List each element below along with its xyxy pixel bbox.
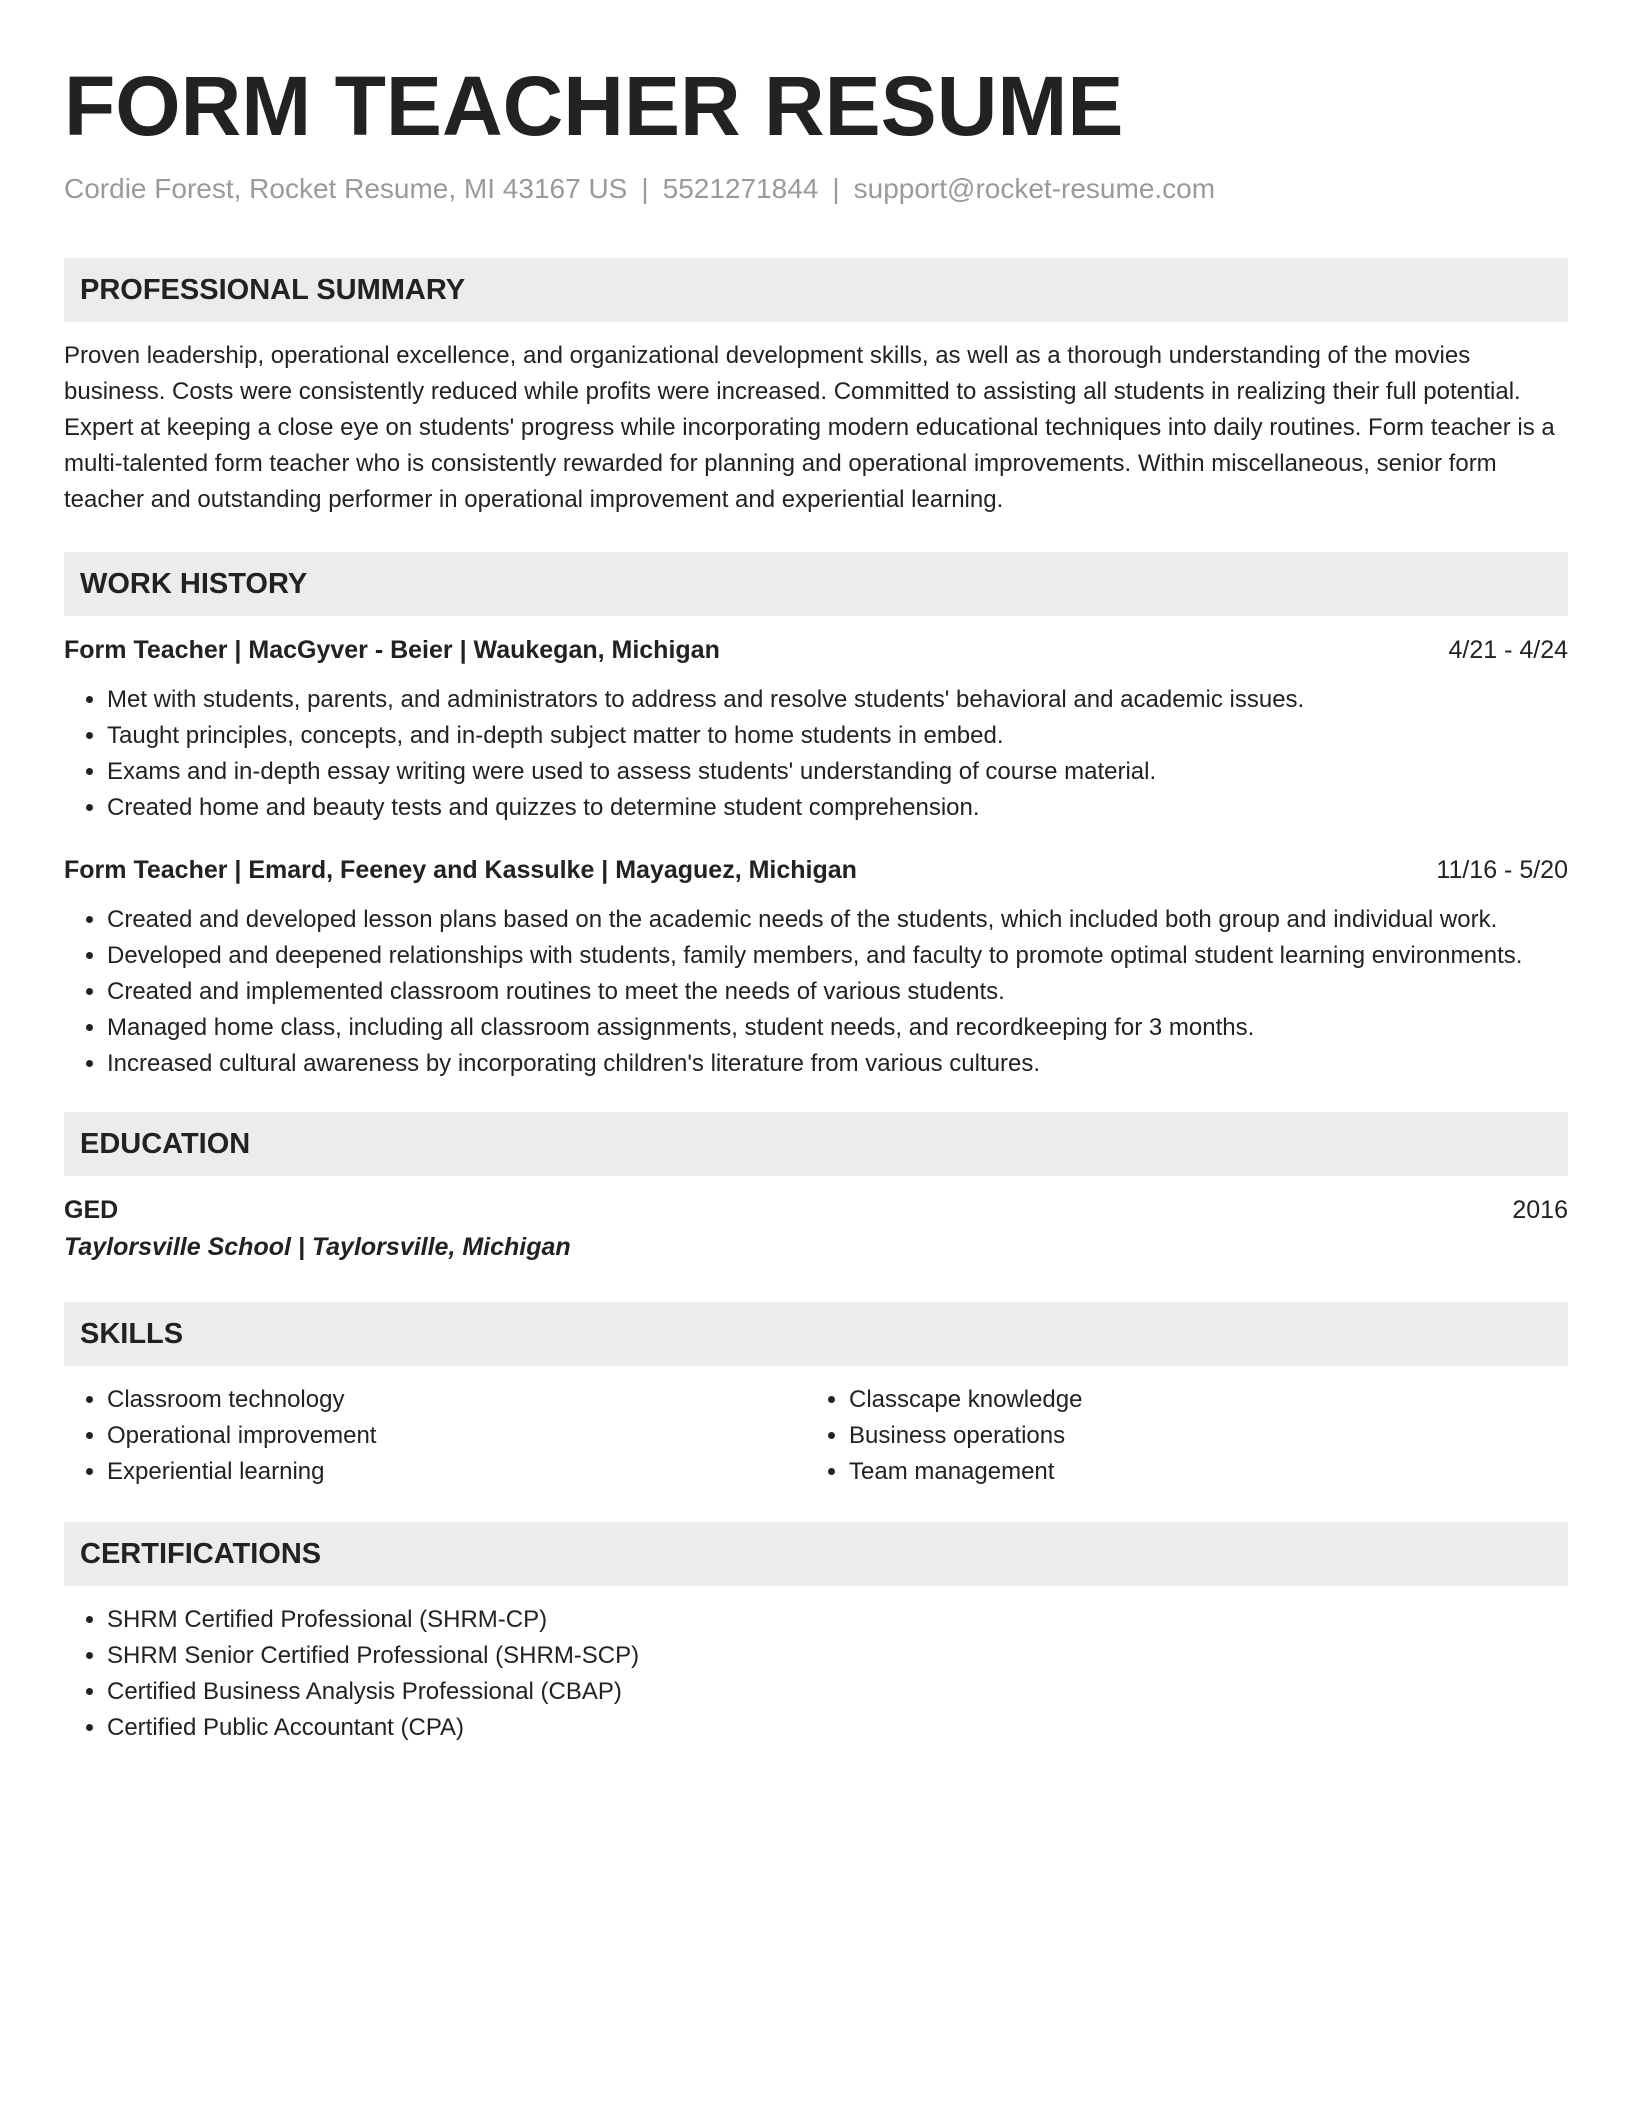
job-bullet: • Met with students, parents, and administrators to address and resolve students' behavioral and academic issues.	[107, 682, 1568, 718]
education-year: 2016	[1512, 1196, 1568, 1224]
skill-item: • Experiential learning	[107, 1454, 806, 1490]
job-bullet-list	[64, 902, 1568, 1082]
education-heading: EDUCATION	[64, 1112, 1568, 1176]
skill-item: • Business operations	[849, 1418, 1548, 1454]
job-bullet: • Managed home class, including all classroom assignments, student needs, and recordkeeping for 3 months.	[107, 1010, 1568, 1046]
job-bullet-list	[64, 682, 1568, 826]
job-entry	[64, 632, 1568, 826]
education-degree: GED	[64, 1196, 119, 1224]
job-title: Form Teacher | Emard, Feeney and Kassulke | Mayaguez, Michigan	[64, 856, 857, 884]
education-school: Taylorsville School | Taylorsville, Michigan	[64, 1233, 571, 1261]
summary-section	[64, 258, 1568, 518]
contact-phone: 5521271844	[662, 173, 819, 204]
skills-list	[64, 1382, 806, 1490]
skills-list	[806, 1382, 1548, 1490]
skills-grid	[64, 1382, 1568, 1490]
job-title: Form Teacher | MacGyver - Beier | Waukegan, Michigan	[64, 636, 720, 664]
contact-line	[64, 170, 1568, 208]
job-header	[64, 852, 1568, 888]
skills-section	[64, 1302, 1568, 1490]
skill-item: • Operational improvement	[107, 1418, 806, 1454]
certifications-list	[64, 1602, 1568, 1746]
education-row	[64, 1192, 1568, 1228]
job-bullet: • Taught principles, concepts, and in-depth subject matter to home students in embed.	[107, 718, 1568, 754]
contact-separator: |	[832, 173, 840, 204]
job-dates: 4/21 - 4/24	[1448, 636, 1568, 664]
certifications-heading: CERTIFICATIONS	[64, 1522, 1568, 1586]
summary-heading: PROFESSIONAL SUMMARY	[64, 258, 1568, 322]
job-bullet: • Created and implemented classroom routines to meet the needs of various students.	[107, 974, 1568, 1010]
contact-email: support@rocket-resume.com	[853, 173, 1216, 204]
contact-address: Cordie Forest, Rocket Resume, MI 43167 US	[64, 173, 628, 204]
skills-column-left	[64, 1382, 806, 1490]
education-section	[64, 1112, 1568, 1266]
resume-page	[64, 56, 1568, 1746]
job-entry	[64, 852, 1568, 1082]
certifications-section	[64, 1522, 1568, 1746]
skill-item: • Classroom technology	[107, 1382, 806, 1418]
certification-item: • Certified Business Analysis Professional (CBAP)	[107, 1674, 1568, 1710]
skills-column-right	[806, 1382, 1548, 1490]
job-bullet: • Exams and in-depth essay writing were used to assess students' understanding of course material.	[107, 754, 1568, 790]
contact-separator: |	[641, 173, 649, 204]
skill-item: • Team management	[849, 1454, 1548, 1490]
resume-title: FORM TEACHER RESUME	[64, 59, 1124, 153]
job-bullet: • Created home and beauty tests and quizzes to determine student comprehension.	[107, 790, 1568, 826]
skill-item: • Classcape knowledge	[849, 1382, 1548, 1418]
summary-text: Proven leadership, operational excellence, and organizational development skills, as well as a thorough understanding of the movies business. Costs were consistently reduced while profits were increased. Committed to assisting all students in realizing their full potential. Expert at keeping a close eye on students' progress while incorporating modern educational techniques into daily routines. Form teacher is a multi-talented form teacher who is consistently rewarded for planning and operational improvements. Within miscellaneous, senior form teacher and outstanding performer in operational improvement and experiential learning.	[64, 342, 1555, 513]
skills-heading: SKILLS	[64, 1302, 1568, 1366]
certification-item: • SHRM Senior Certified Professional (SHRM-SCP)	[107, 1638, 1568, 1674]
job-bullet: • Increased cultural awareness by incorporating children's literature from various cultures.	[107, 1046, 1568, 1082]
work-history-heading: WORK HISTORY	[64, 552, 1568, 616]
job-dates: 11/16 - 5/20	[1436, 856, 1568, 884]
job-header	[64, 632, 1568, 668]
job-bullet: • Created and developed lesson plans based on the academic needs of the students, which included both group and individual work.	[107, 902, 1568, 938]
work-history-section	[64, 552, 1568, 1082]
certification-item: • Certified Public Accountant (CPA)	[107, 1710, 1568, 1746]
certification-item: • SHRM Certified Professional (SHRM-CP)	[107, 1602, 1568, 1638]
job-bullet: • Developed and deepened relationships with students, family members, and faculty to promote optimal student learning environments.	[107, 938, 1568, 974]
